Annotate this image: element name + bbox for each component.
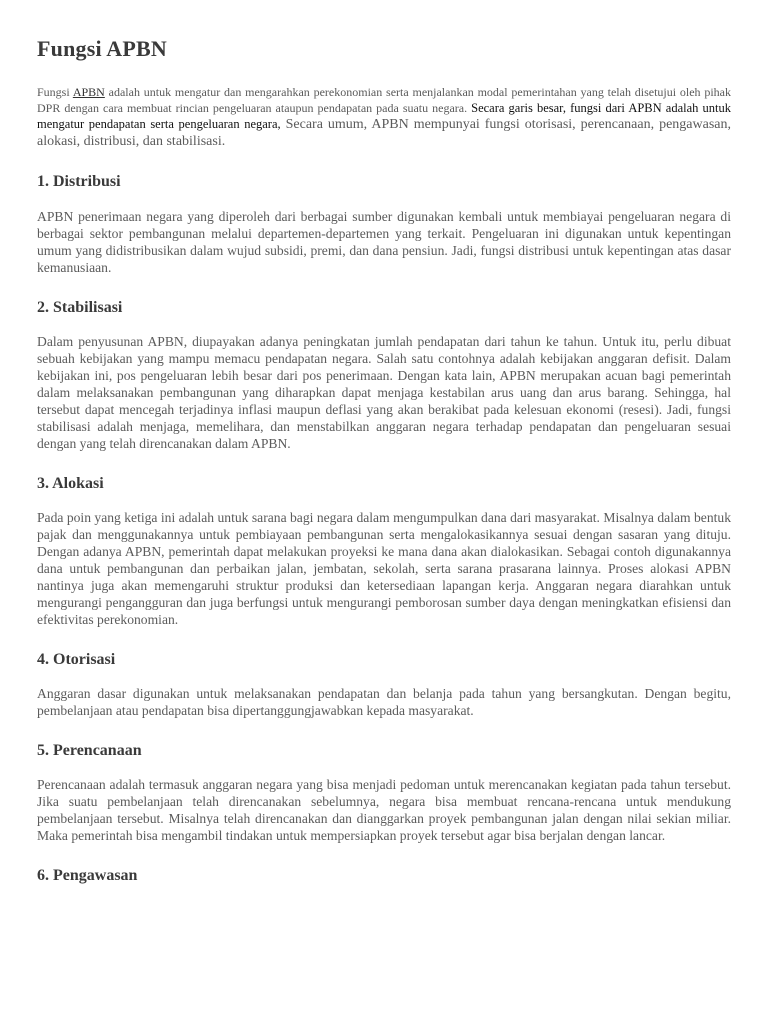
intro-text-highlight: Secara garis besar, fungsi dari APBN adalah untuk mengatur pendapatan serta pengeluaran negara, [37, 101, 731, 132]
section-heading: 4. Otorisasi [37, 650, 116, 668]
section-heading: 5. Perencanaan [37, 742, 142, 760]
intro-paragraph [37, 84, 731, 150]
intro-text-1: Fungsi [37, 85, 73, 100]
section-heading: 6. Pengawasan [37, 867, 138, 885]
section-distribusi [37, 172, 731, 275]
section-heading: 2. Stabilisasi [37, 298, 123, 316]
section-body: Dalam penyusunan APBN, diupayakan adanya peningkatan jumlah pendapatan dari tahun ke tahun. Untuk itu, perlu dibuat sebuah kebijakan yang mampu memacu pendapatan negara. Salah satu contohnya adalah kebijakan anggaran defisit. Dalam kebijakan ini, pos pengeluaran lebih besar dari pos penerimaan. Dengan kata lain, APBN merupakan acuan bagi pemerintah dalam melaksanakan pembangunan yang diharapkan dapat menjaga kestabilan arus uang dan arus barang. Sehingga, hal tersebut dapat mencegah terjadinya inflasi maupun deflasi yang akan berakibat pada kelesuan ekonomi (resesi). Jadi, fungsi stabilisasi adalah menjaga, memelihara, dan menstabilkan anggaran negara terhadap pendapatan dan pengeluaran sesuai dengan yang telah direncanakan dalam APBN. [37, 333, 731, 451]
section-body: APBN penerimaan negara yang diperoleh dari berbagai sumber digunakan kembali untuk membiayai pengeluaran negara di berbagai sektor pembangunan melalui departemen-departemen yang terkait. Pengeluaran ini digunakan untuk kepentingan umum yang didistribusikan dalam wujud subsidi, premi, dan dana pensiun. Jadi, fungsi distribusi untuk kepentingan atas dasar kemanusiaan. [37, 208, 731, 275]
section-perencanaan [37, 741, 731, 844]
intro-text-2: adalah untuk mengatur dan mengarahkan perekonomian serta menjalankan modal pemerintahan yang telah disetujui oleh pihak DPR dengan cara membuat rincian pengeluaran ataupun pendapatan pada suatu negara. [37, 85, 732, 116]
section-body: Anggaran dasar digunakan untuk melaksanakan pendapatan dan belanja pada tahun yang bersangkutan. Dengan begitu, pembelanjaan atau pendapatan bisa dipertanggungjawabkan kepada masyarakat. [37, 686, 731, 719]
section-otorisasi [37, 650, 731, 719]
section-alokasi [37, 474, 731, 628]
section-body: Perencanaan adalah termasuk anggaran negara yang bisa menjadi pedoman untuk merencanakan kegiatan pada tahun tersebut. Jika suatu pembelanjaan telah direncanakan sebelumnya, negara bisa membuat rencana-rencana untuk mendukung pembelanjaan tersebut. Misalnya telah direncanakan dan dianggarkan proyek pembangunan jalan dengan nilai sekian miliar. Maka pemerintah bisa mengambil tindakan untuk mempersiapkan proyek tersebut agar bisa berjalan dengan lancar. [37, 777, 731, 844]
section-heading: 3. Alokasi [37, 474, 104, 492]
section-pengawasan [37, 866, 731, 885]
intro-text-3: Secara umum, APBN mempunyai fungsi otorisasi, perencanaan, pengawasan, alokasi, distribusi, dan stabilisasi. [37, 117, 731, 150]
apbn-link[interactable]: APBN [72, 85, 105, 100]
section-stabilisasi [37, 298, 731, 452]
page-title: Fungsi APBN [37, 36, 167, 61]
section-heading: 1. Distribusi [37, 173, 121, 191]
section-body: Pada poin yang ketiga ini adalah untuk sarana bagi negara dalam mengumpulkan dana dari masyarakat. Misalnya dalam bentuk pajak dan menggunakannya untuk pembiayaan pembangunan serta mengalokasikannya sesuai dengan sasaran yang dituju. Dengan adanya APBN, pemerintah dapat melakukan proyeksi ke mana dana akan dialokasikan. Sebagai contoh digunakannya dana untuk pembangunan dan perbaikan jalan, jembatan, sekolah, serta sarana prasarana lainnya. Proses alokasi APBN nantinya juga akan memengaruhi struktur produksi dan ketersediaan lapangan kerja. Anggaran negara diarahkan untuk mengurangi pengangguran dan juga berfungsi untuk mengurangi pemborosan sumber daya dengan meningkatkan efisiensi dan efektivitas perekonomian. [37, 509, 731, 627]
